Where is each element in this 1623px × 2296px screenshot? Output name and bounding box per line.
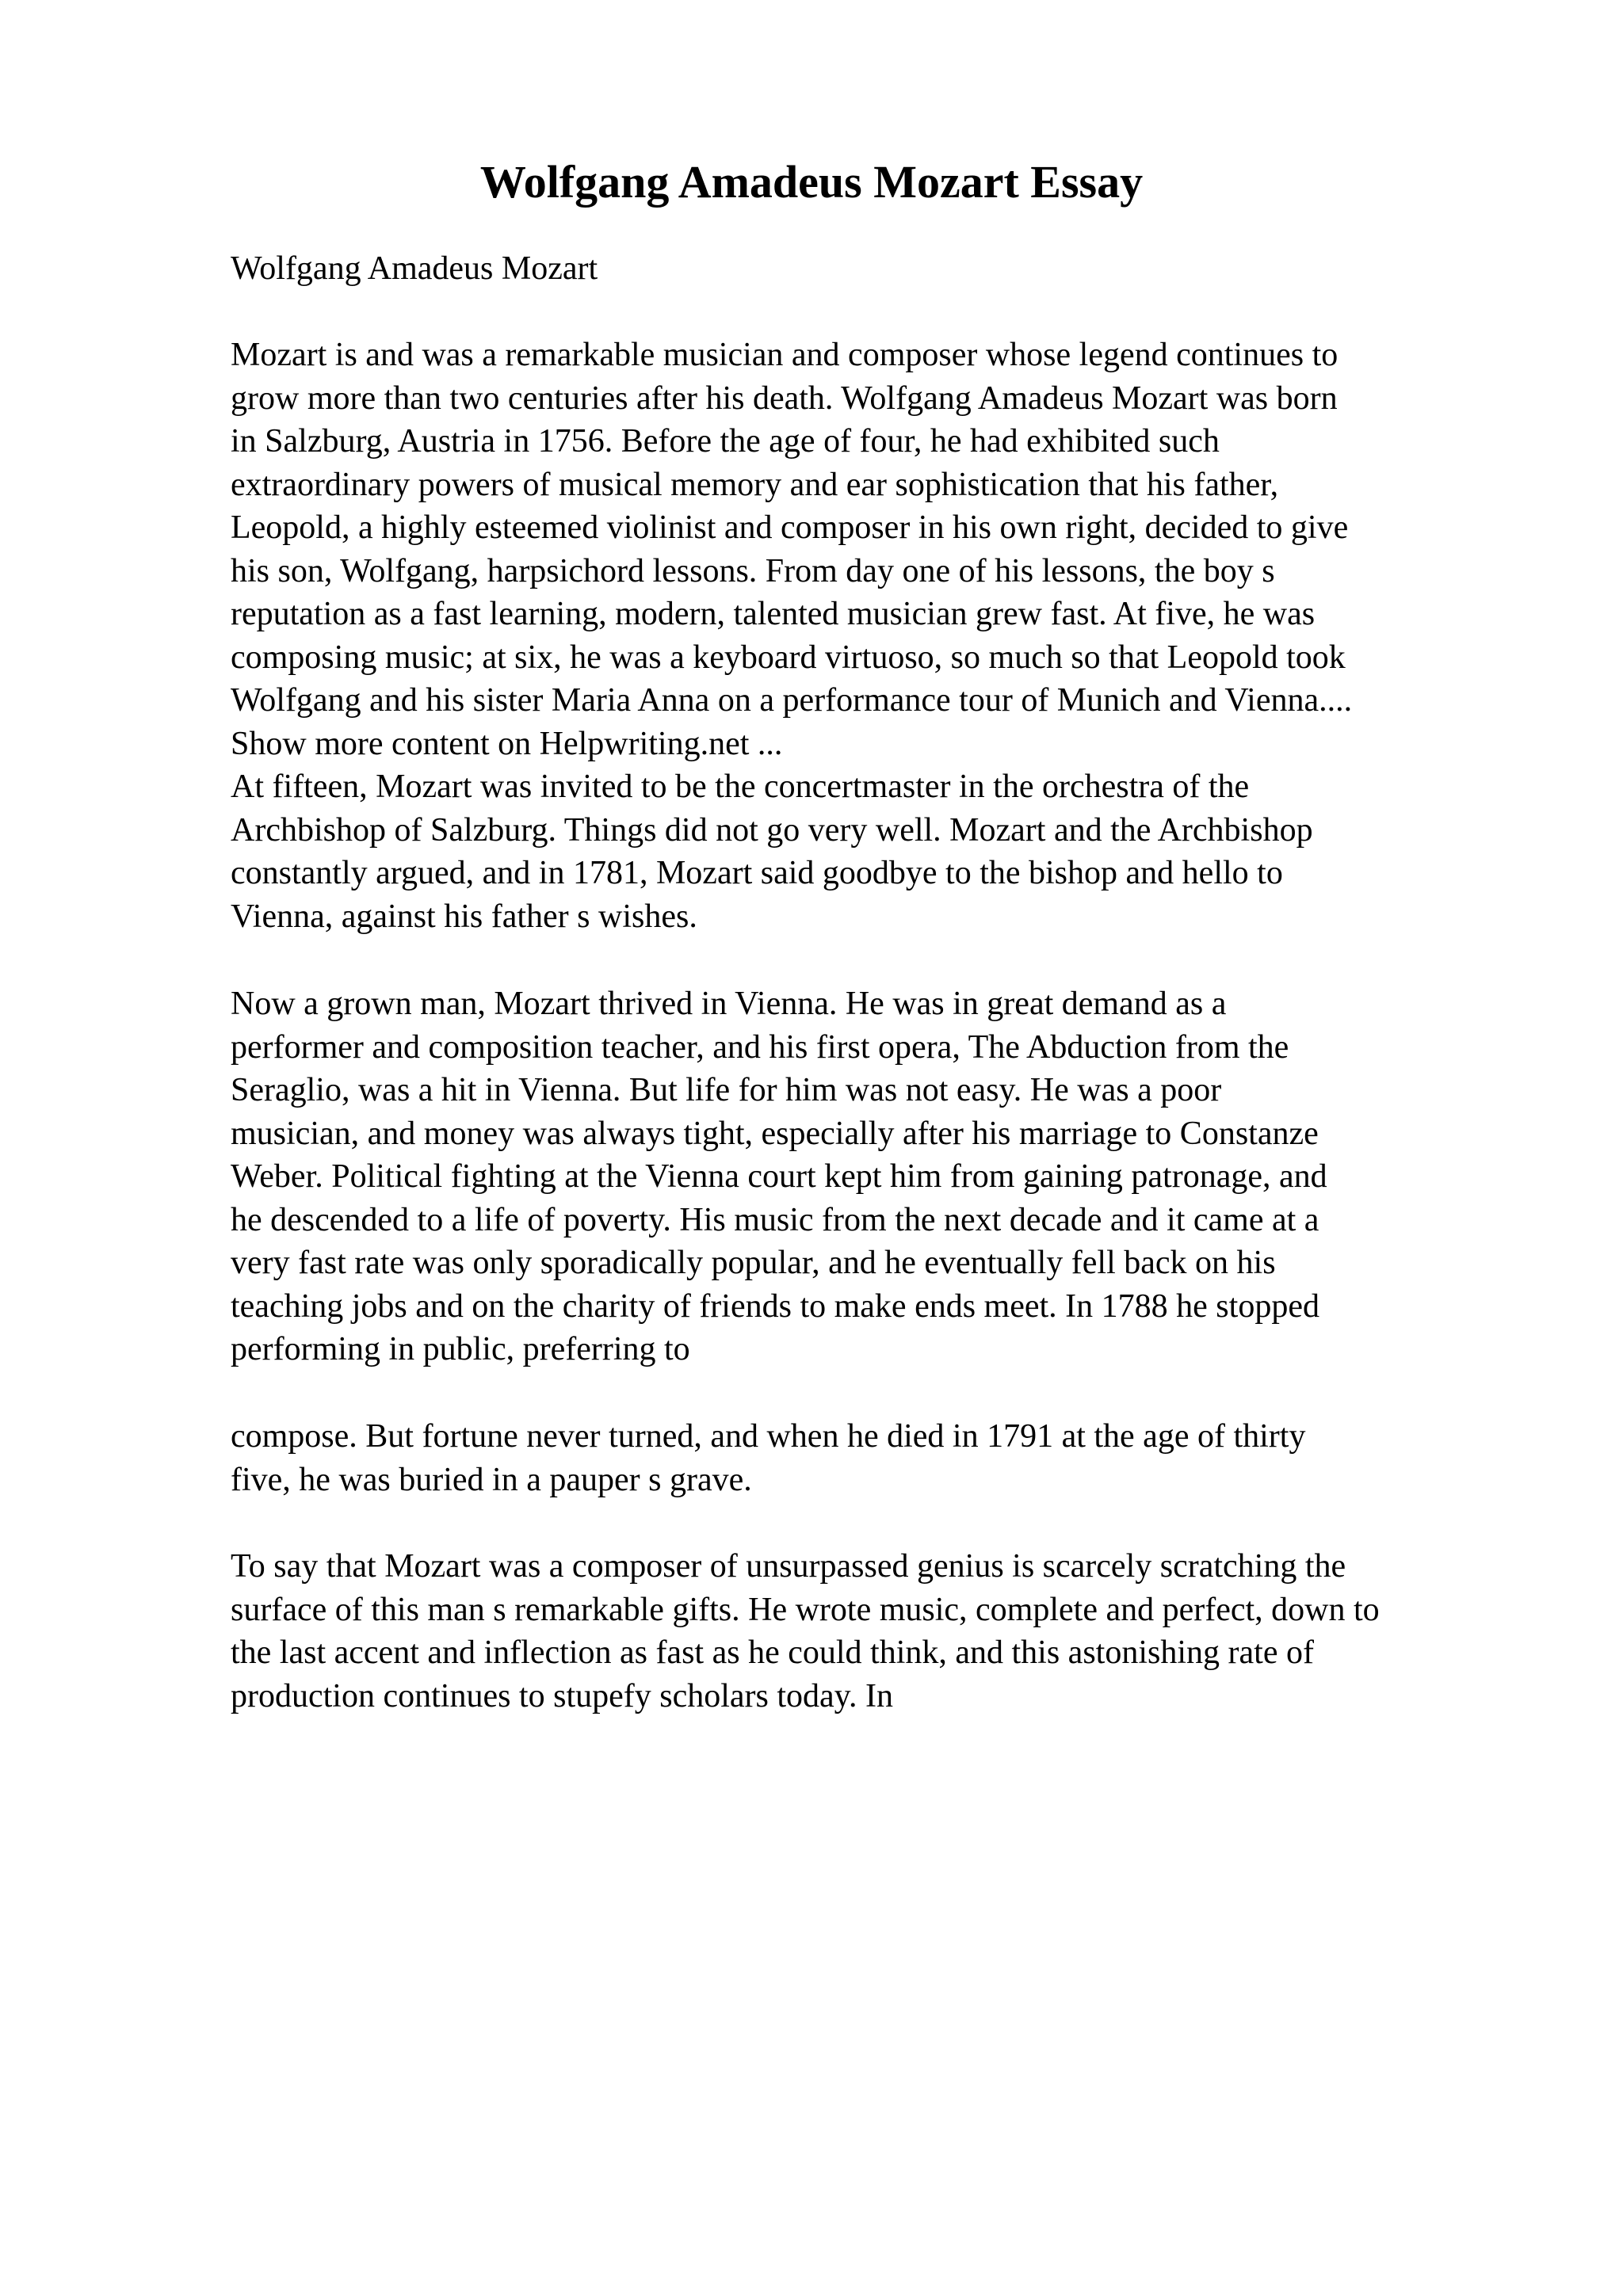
paragraph-2 (231, 982, 1594, 1371)
paragraph-4 (231, 1545, 1594, 1718)
paragraph-line: compose. But fortune never turned, and when he died in 1791 at the age of thirty (231, 1418, 1306, 1455)
paragraph-line: reputation as a fast learning, modern, talented musician grew fast. At five, he was (231, 596, 1316, 632)
paragraph-line: To say that Mozart was a composer of unsurpassed genius is scarcely scratching the (231, 1548, 1346, 1585)
paragraph-line: Now a grown man, Mozart thrived in Vienna. He was in great demand as a (231, 986, 1227, 1022)
paragraph-line: very fast rate was only sporadically popular, and he eventually fell back on his (231, 1245, 1276, 1281)
paragraph-line: Archbishop of Salzburg. Things did not go very well. Mozart and the Archbishop (231, 811, 1313, 849)
paragraph-line: constantly argued, and in 1781, Mozart said goodbye to the bishop and hello to (231, 855, 1283, 891)
paragraph-line: Seraglio, was a hit in Vienna. But life for him was not easy. He was a poor (231, 1072, 1222, 1108)
paragraph-line: composing music; at six, he was a keyboard virtuoso, so much so that Leopold took (231, 639, 1346, 676)
paragraph-line: production continues to stupefy scholars today. In (231, 1677, 893, 1714)
paragraph-line: Vienna, against his father s wishes. (231, 898, 697, 935)
paragraph-line: performing in public, preferring to (231, 1331, 690, 1367)
paragraph-line: the last accent and inflection as fast as he could think, and this astonishing rate of (231, 1634, 1314, 1671)
paragraph-line: Mozart is and was a remarkable musician and composer whose legend continues to (231, 337, 1338, 373)
paragraph-line: Show more content on Helpwriting.net ... (231, 725, 783, 762)
paragraph-line: five, he was buried in a pauper s grave. (231, 1461, 752, 1498)
paragraph-line: grow more than two centuries after his death. Wolfgang Amadeus Mozart was born (231, 379, 1338, 417)
paragraph-1 (231, 334, 1594, 938)
paragraph-line: Wolfgang and his sister Maria Anna on a performance tour of Munich and Vienna.... (231, 682, 1353, 719)
paragraph-line: Leopold, a highly esteemed violinist and composer in his own right, decided to give (231, 509, 1349, 546)
document-subtitle (231, 247, 1594, 291)
paragraph-line: in Salzburg, Austria in 1756. Before the age of four, he had exhibited such (231, 423, 1220, 460)
paragraph-line: musician, and money was always tight, especially after his marriage to Constanze (231, 1115, 1319, 1152)
paragraph-line: surface of this man s remarkable gifts. He wrote music, complete and perfect, down to (231, 1591, 1380, 1628)
paragraph-3 (231, 1415, 1594, 1501)
paragraph-line: teaching jobs and on the charity of friends to make ends meet. In 1788 he stopped (231, 1287, 1319, 1325)
paragraph-line: his son, Wolfgang, harpsichord lessons. From day one of his lessons, the boy s (231, 552, 1275, 589)
paragraph-line: extraordinary powers of musical memory and ear sophistication that his father, (231, 466, 1279, 503)
paragraph-line: performer and composition teacher, and his first opera, The Abduction from the (231, 1028, 1289, 1066)
paragraph-line: Weber. Political fighting at the Vienna court kept him from gaining patronage, and (231, 1158, 1327, 1195)
document-title: Wolfgang Amadeus Mozart Essay (479, 156, 1144, 208)
paragraph-line: he descended to a life of poverty. His music from the next decade and it came at a (231, 1201, 1319, 1238)
paragraph-line: At fifteen, Mozart was invited to be the concertmaster in the orchestra of the (231, 769, 1250, 805)
subtitle-line: Wolfgang Amadeus Mozart (231, 250, 598, 287)
